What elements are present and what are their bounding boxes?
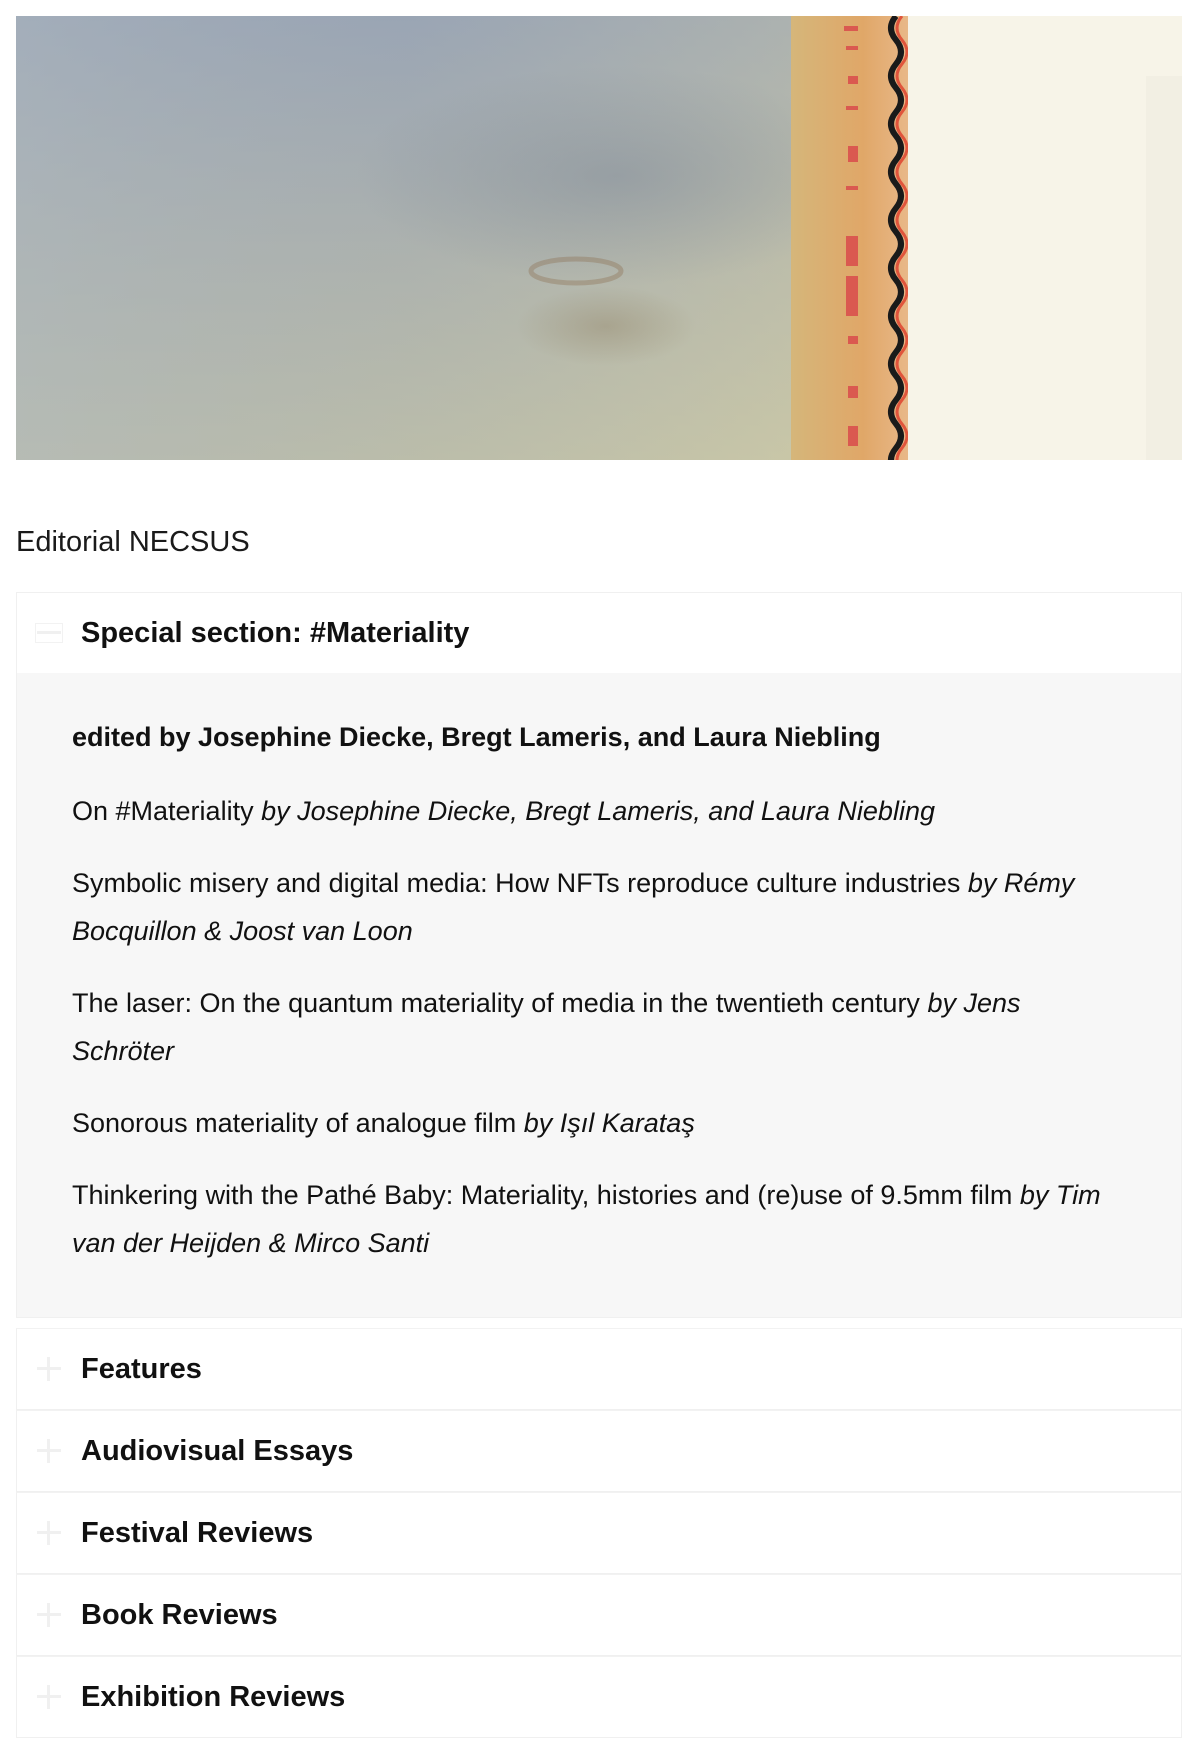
hero-image <box>16 16 1182 460</box>
plus-icon[interactable] <box>35 1601 63 1629</box>
article-authors: by Tim van der Heijden & Mirco Santi <box>72 1180 1101 1258</box>
accordion-title: Festival Reviews <box>81 1516 314 1549</box>
plus-icon[interactable] <box>35 1355 63 1383</box>
accordion-title: Exhibition Reviews <box>81 1680 346 1713</box>
accordion-header-features[interactable] <box>17 1329 1181 1409</box>
article-entry <box>72 859 1125 955</box>
article-link[interactable]: On #Materiality <box>72 796 254 826</box>
accordion-special-section <box>16 592 1182 1318</box>
accordion-features <box>16 1328 1182 1410</box>
article-link[interactable]: Thinkering with the Pathé Baby: Materiality, histories and (re)use of 9.5mm film <box>72 1180 1013 1210</box>
film-strip-image <box>16 16 1182 460</box>
collapsed-sections <box>16 1328 1182 1738</box>
article-entry <box>72 1099 1125 1147</box>
accordion-title: Special section: #Materiality <box>81 616 470 649</box>
article-entry <box>72 787 1125 835</box>
plus-icon[interactable] <box>35 1437 63 1465</box>
section-editors: edited by Josephine Diecke, Bregt Lameris, and Laura Niebling <box>72 722 881 752</box>
accordion-header-audiovisual-essays[interactable] <box>17 1411 1181 1491</box>
minus-icon[interactable] <box>35 619 63 647</box>
article-link[interactable]: Symbolic misery and digital media: How NFTs reproduce culture industries <box>72 868 961 898</box>
accordion-festival-reviews <box>16 1492 1182 1574</box>
issue-accordion <box>16 592 1182 1738</box>
accordion-header-exhibition-reviews[interactable] <box>17 1657 1181 1737</box>
article-authors: by Jens Schröter <box>72 988 1021 1066</box>
plus-icon[interactable] <box>35 1683 63 1711</box>
accordion-header-special-section[interactable] <box>17 593 1181 673</box>
article-link[interactable]: The laser: On the quantum materiality of media in the twentieth century <box>72 988 920 1018</box>
article-entry <box>72 1171 1125 1267</box>
article-authors: by Josephine Diecke, Bregt Lameris, and Laura Niebling <box>261 796 935 826</box>
accordion-header-book-reviews[interactable] <box>17 1575 1181 1655</box>
accordion-exhibition-reviews <box>16 1656 1182 1738</box>
plus-icon[interactable] <box>35 1519 63 1547</box>
article-authors: by Işıl Karataş <box>523 1108 695 1138</box>
accordion-header-festival-reviews[interactable] <box>17 1493 1181 1573</box>
accordion-title: Book Reviews <box>81 1598 278 1631</box>
accordion-title: Audiovisual Essays <box>81 1434 354 1467</box>
article-entry <box>72 979 1125 1075</box>
editorial-link[interactable]: Editorial NECSUS <box>16 526 250 558</box>
accordion-audiovisual-essays <box>16 1410 1182 1492</box>
accordion-book-reviews <box>16 1574 1182 1656</box>
article-link[interactable]: Sonorous materiality of analogue film <box>72 1108 517 1138</box>
accordion-body-special-section <box>17 673 1181 1317</box>
article-authors: by Rémy Bocquillon & Joost van Loon <box>72 868 1075 946</box>
accordion-title: Features <box>81 1352 202 1385</box>
